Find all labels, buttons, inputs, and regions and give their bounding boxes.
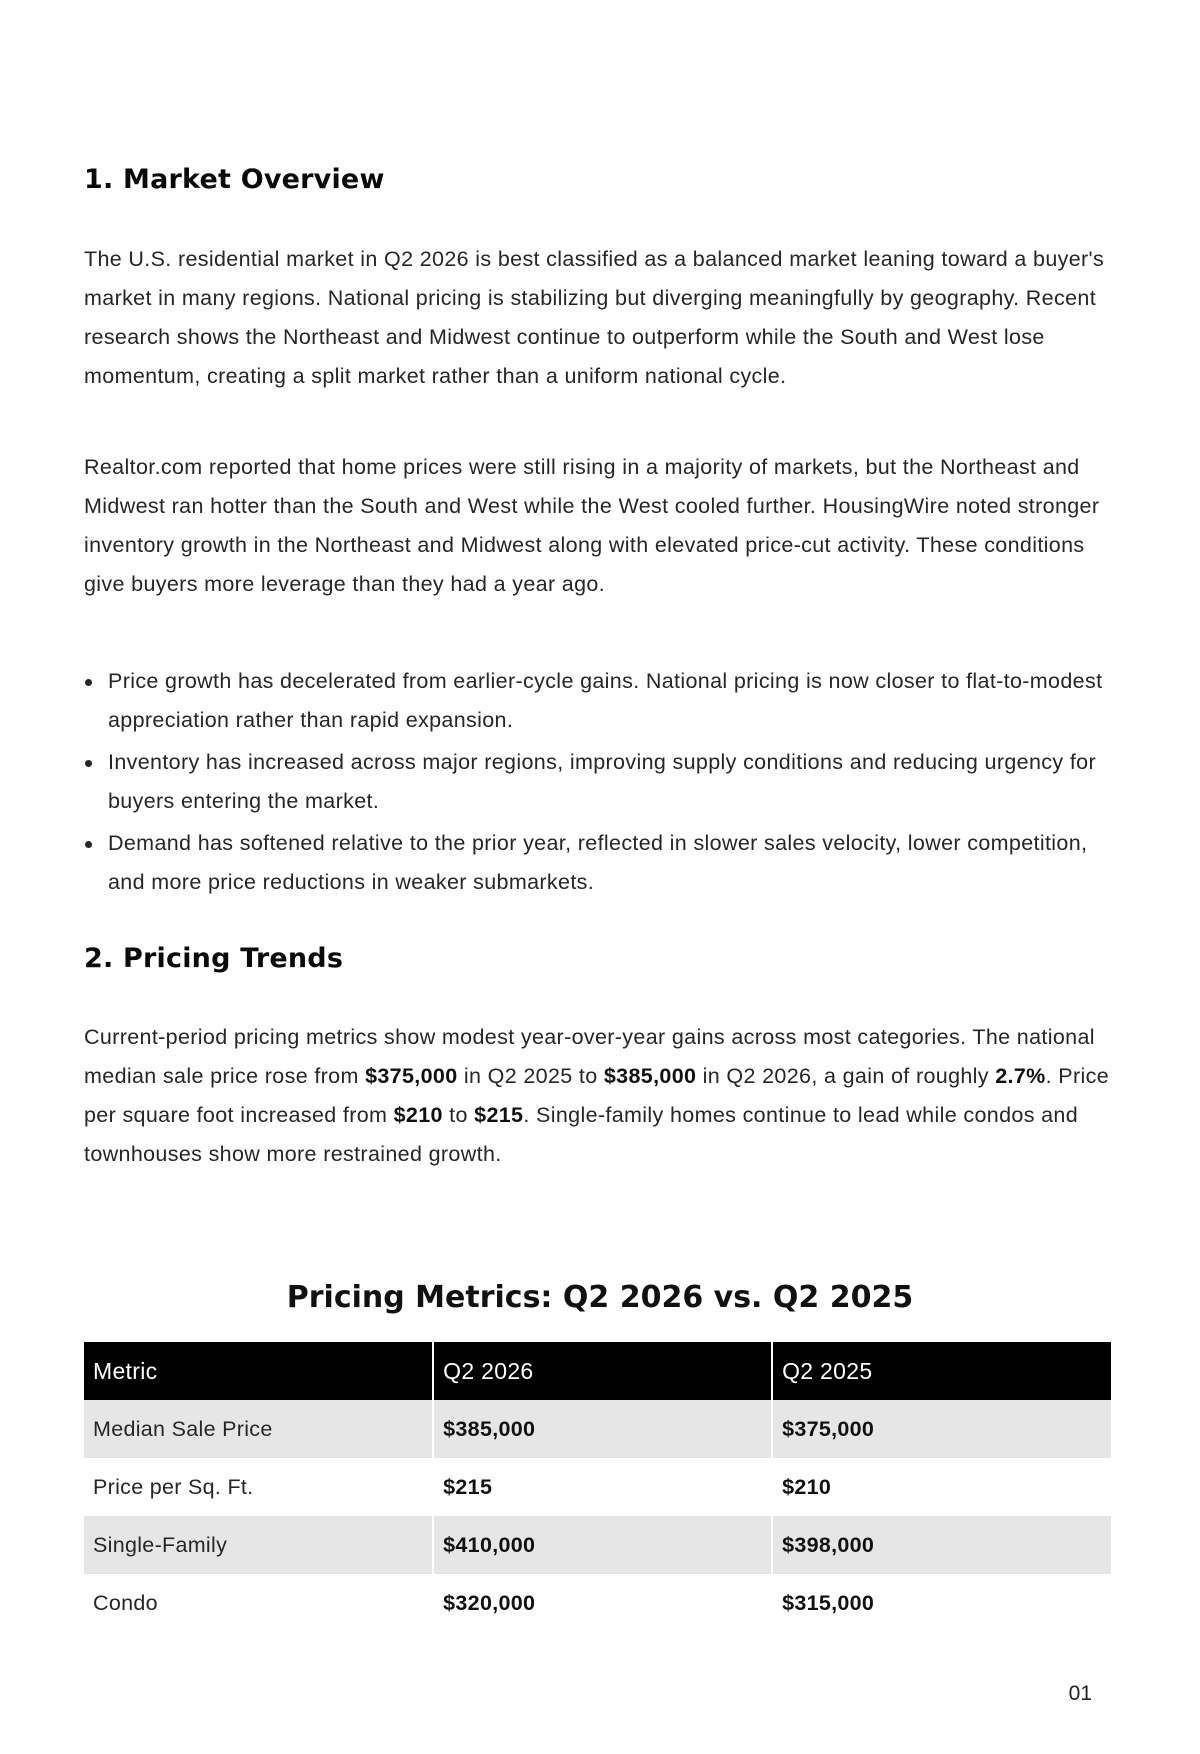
section-heading-market-overview: 1. Market Overview <box>84 164 385 195</box>
overview-paragraph-2: Realtor.com reported that home prices were still rising in a majority of markets, but the Northeast and Midwest ran hotter than the South and West while the West cooled further. HousingWire noted stronger inventory growth in the Northeast and Midwest along with elevated price-cut activity. These conditions give buyers more leverage than they had a year ago. <box>84 455 1100 596</box>
value-cell: $385,000 <box>433 1400 772 1458</box>
value-cell: $410,000 <box>433 1516 772 1574</box>
value-cell: $210 <box>772 1458 1111 1516</box>
table-header-row <box>84 1342 1111 1400</box>
page-number: 01 <box>1068 1682 1092 1705</box>
column-header-q2-2025: Q2 2025 <box>772 1342 1111 1400</box>
table-row <box>84 1516 1111 1574</box>
section-heading-pricing-trends: 2. Pricing Trends <box>84 943 344 974</box>
pricing-text: . Price per square foot increased from <box>84 1064 1110 1127</box>
bullet-item: Inventory has increased across major regions, improving supply conditions and reducing urgency for buyers entering the market. <box>84 743 1124 821</box>
pricing-figure: $215 <box>474 1103 524 1127</box>
pricing-paragraph <box>84 1018 1124 1174</box>
pricing-text: . Single-family homes continue to lead while condos and townhouses show more restrained growth. <box>84 1103 1079 1166</box>
column-header-metric: Metric <box>84 1342 433 1400</box>
pricing-figure: 2.7% <box>995 1064 1046 1088</box>
table-row <box>84 1574 1111 1632</box>
overview-bullet-list <box>84 662 1124 905</box>
pricing-figure: $375,000 <box>365 1064 458 1088</box>
bullet-item: Price growth has decelerated from earlier-cycle gains. National pricing is now closer to flat-to-modest appreciation rather than rapid expansion. <box>84 662 1124 740</box>
pricing-text: to <box>442 1103 475 1127</box>
table-row <box>84 1458 1111 1516</box>
pricing-figure: $210 <box>393 1103 443 1127</box>
document-page <box>84 0 1116 1754</box>
value-cell: $375,000 <box>772 1400 1111 1458</box>
pricing-metrics-table <box>84 1342 1111 1632</box>
pricing-text: in Q2 2025 to <box>457 1064 604 1088</box>
pricing-text: Current-period pricing metrics show modest year-over-year gains across most categories. The national median sale price rose from <box>84 1025 1095 1088</box>
metric-cell: Single-Family <box>84 1516 433 1574</box>
value-cell: $320,000 <box>433 1574 772 1632</box>
metric-cell: Condo <box>93 1590 158 1615</box>
pricing-figure: $385,000 <box>603 1064 697 1088</box>
pricing-text: in Q2 2026, a gain of roughly <box>696 1064 996 1088</box>
bullet-item: Demand has softened relative to the prior year, reflected in slower sales velocity, lower competition, and more price reductions in weaker submarkets. <box>84 824 1124 902</box>
overview-paragraph-1: The U.S. residential market in Q2 2026 is best classified as a balanced market leaning toward a buyer's market in many regions. National pricing is stabilizing but diverging meaningfully by geography. Recent research shows the Northeast and Midwest continue to outperform while the South and West lose momentum, creating a split market rather than a uniform national cycle. <box>84 247 1105 388</box>
value-cell: $315,000 <box>772 1574 1111 1632</box>
metric-cell: Price per Sq. Ft. <box>93 1474 254 1499</box>
table-row <box>84 1400 1111 1458</box>
value-cell: $215 <box>433 1458 772 1516</box>
value-cell: $398,000 <box>772 1516 1111 1574</box>
column-header-q2-2026: Q2 2026 <box>433 1342 772 1400</box>
metric-cell: Median Sale Price <box>84 1400 433 1458</box>
table-title: Pricing Metrics: Q2 2026 vs. Q2 2025 <box>286 1280 914 1315</box>
